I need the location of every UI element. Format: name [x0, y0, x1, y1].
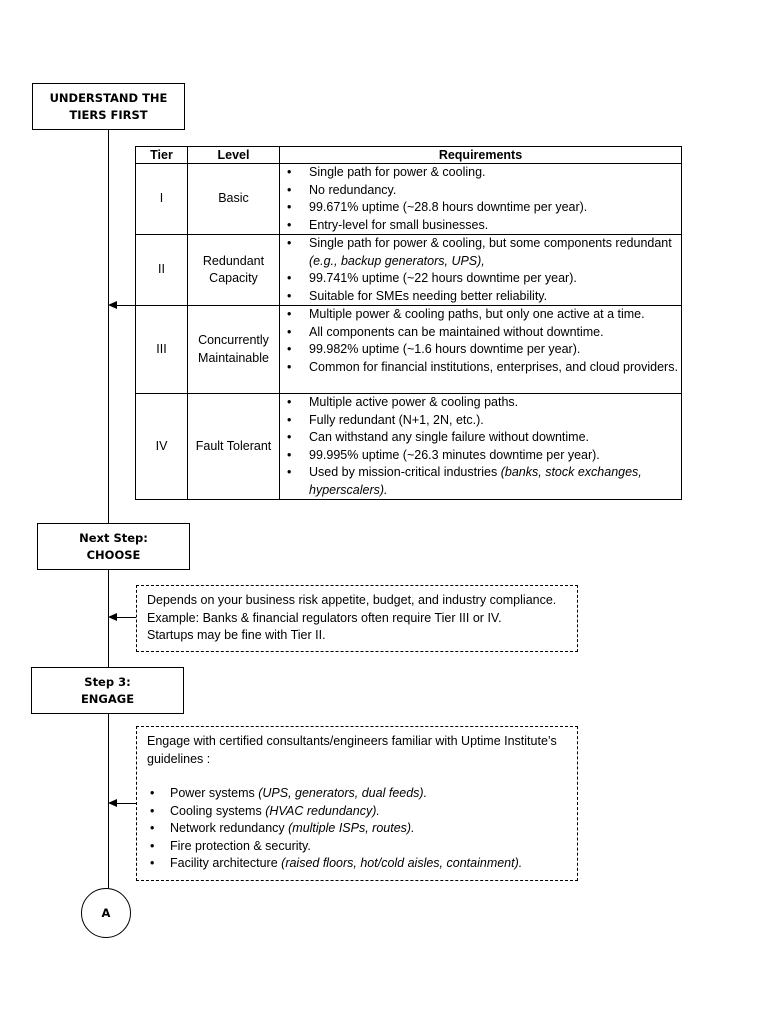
list-item: • 99.982% uptime (~1.6 hours downtime per year). [284, 341, 681, 359]
choose-details-box [136, 585, 578, 652]
arrow-to-choose-box [116, 617, 136, 618]
level-line: Fault Tolerant [195, 438, 272, 453]
tiers-table [135, 146, 682, 500]
list-item: • Facility architecture (raised floors, hot/cold aisles, containment). [147, 855, 567, 873]
arrow-to-engage-box [116, 803, 136, 804]
requirements-cell [280, 235, 682, 306]
tier-cell: IV [136, 394, 188, 500]
tier-cell: III [136, 306, 188, 394]
level-line: Concurrently [198, 333, 269, 347]
list-item: • Fully redundant (N+1, 2N, etc.). [284, 412, 681, 430]
step-choose-box [37, 523, 190, 570]
list-item: • Cooling systems (HVAC redundancy). [147, 803, 567, 821]
tiers-table-header [136, 147, 682, 164]
choose-line: Depends on your business risk appetite, budget, and industry compliance. [147, 593, 557, 607]
connector-label: A [101, 906, 111, 920]
table-row [136, 306, 682, 394]
step-choose-line2: CHOOSE [86, 547, 141, 562]
connector-a-circle [81, 888, 131, 938]
level-line: Maintainable [198, 350, 269, 365]
list-item: • Common for financial institutions, enterprises, and cloud providers. [284, 359, 681, 377]
step-engage-box [31, 667, 184, 714]
choose-line: Example: Banks & financial regulators often require Tier III or IV. [147, 610, 502, 625]
level-line: Redundant [202, 253, 265, 268]
step-understand-line2: TIERS FIRST [69, 107, 148, 122]
requirements-cell [280, 306, 682, 394]
arrow-to-engage-box-head [108, 799, 117, 807]
flow-spine [108, 129, 109, 888]
header-level: Level [188, 147, 280, 164]
table-row [136, 164, 682, 235]
level-line: Basic [218, 191, 249, 206]
tier-cell: I [136, 164, 188, 235]
level-cell [188, 235, 280, 306]
list-item: • Can withstand any single failure without downtime. [284, 429, 681, 447]
list-item: • Power systems (UPS, generators, dual feeds). [147, 785, 567, 803]
engage-details-box [136, 726, 578, 881]
engage-intro: Engage with certified consultants/engineers familiar with Uptime Institute’s guidelines : [147, 734, 557, 766]
list-item: • Multiple active power & cooling paths. [284, 394, 681, 412]
level-cell [188, 306, 280, 394]
list-item: • All components can be maintained without downtime. [284, 324, 681, 342]
list-item: • 99.671% uptime (~28.8 hours downtime per year). [284, 199, 681, 217]
requirements-cell [280, 394, 682, 500]
step-engage-line1: Step 3: [84, 674, 131, 689]
requirements-cell [280, 164, 682, 235]
list-item: • Suitable for SMEs needing better reliability. [284, 288, 681, 306]
level-cell [188, 394, 280, 500]
list-item: • No redundancy. [284, 182, 681, 200]
choose-line: Startups may be fine with Tier II. [147, 628, 326, 642]
step-understand-box [32, 83, 185, 130]
list-item: • 99.741% uptime (~22 hours downtime per year). [284, 270, 681, 288]
arrow-to-table [116, 305, 135, 306]
table-row [136, 235, 682, 306]
list-item: • Single path for power & cooling. [284, 164, 681, 182]
step-engage-line2: ENGAGE [80, 691, 135, 706]
list-item: • Fire protection & security. [147, 838, 567, 856]
list-item: • Single path for power & cooling, but some components redundant (e.g., backup generators, UPS), [284, 235, 681, 270]
table-row [136, 394, 682, 500]
list-item: • 99.995% uptime (~26.3 minutes downtime per year). [284, 447, 681, 465]
tier-cell: II [136, 235, 188, 306]
list-item: • Entry-level for small businesses. [284, 217, 681, 235]
step-choose-line1: Next Step: [79, 530, 148, 545]
arrow-to-choose-box-head [108, 613, 117, 621]
arrow-to-table-head [108, 301, 117, 309]
level-line: Capacity [209, 271, 258, 285]
step-understand-line1: UNDERSTAND THE [49, 90, 168, 105]
header-tier: Tier [136, 147, 188, 164]
list-item: • Network redundancy (multiple ISPs, routes). [147, 820, 567, 838]
list-item: • Multiple power & cooling paths, but only one active at a time. [284, 306, 681, 324]
list-item: • Used by mission-critical industries (banks, stock exchanges, hyperscalers). [284, 464, 681, 499]
level-cell [188, 164, 280, 235]
header-requirements: Requirements [280, 147, 682, 164]
